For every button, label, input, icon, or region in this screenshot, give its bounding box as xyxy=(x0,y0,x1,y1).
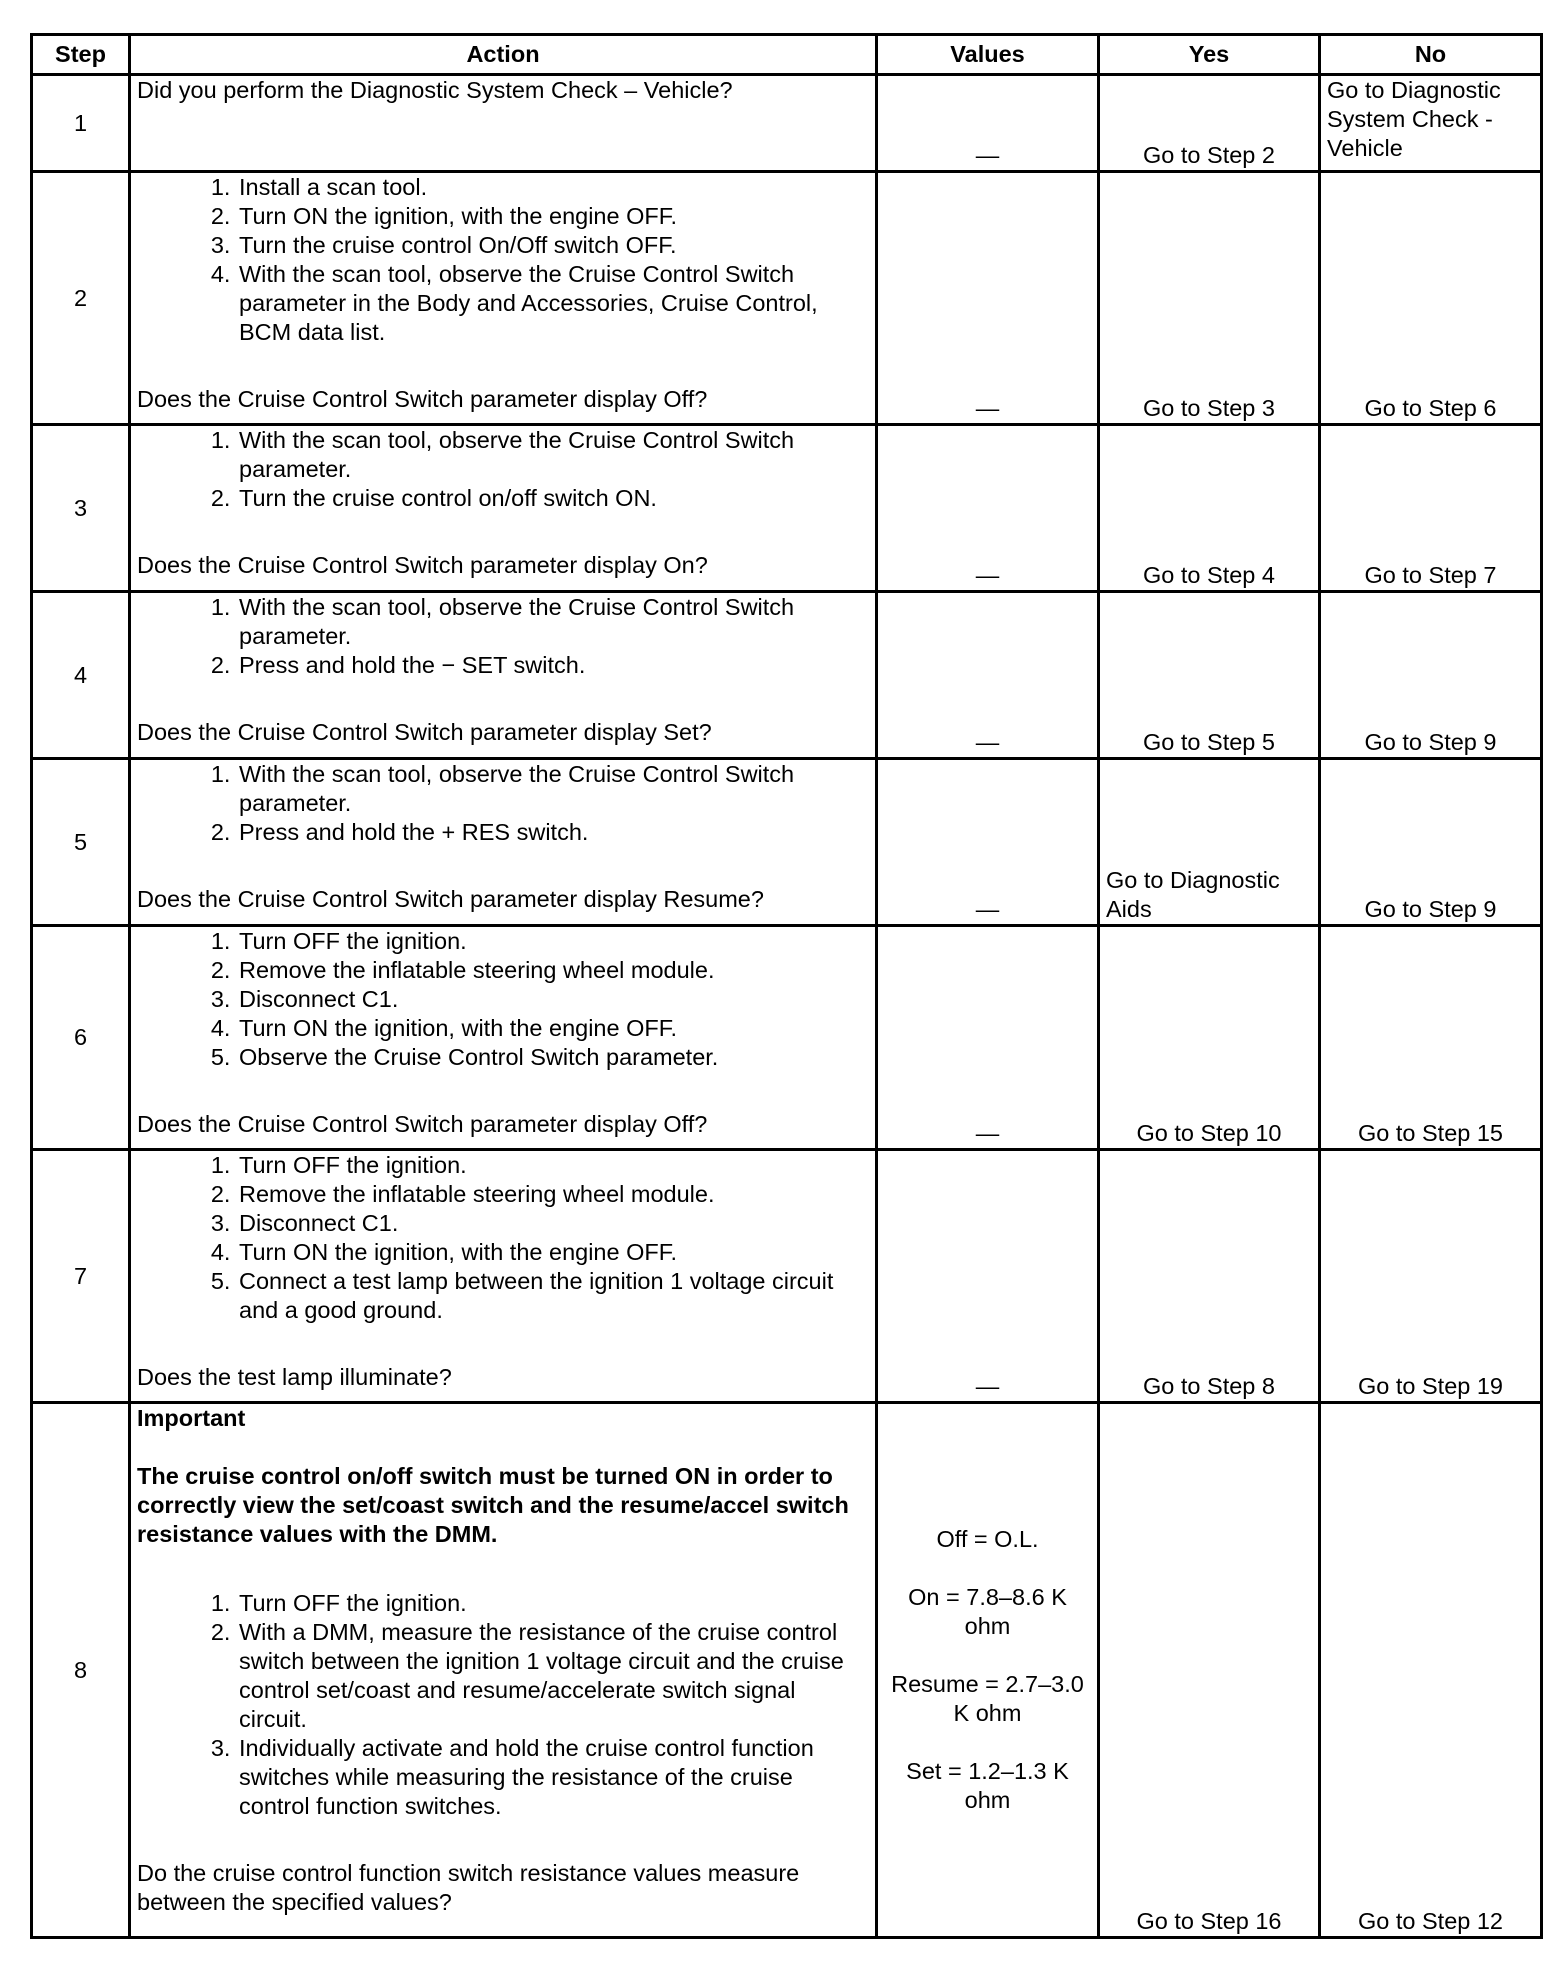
value-spec: Set = 1.2–1.3 K ohm xyxy=(906,1758,1069,1813)
diagnostic-table xyxy=(30,33,1543,1939)
action-cell xyxy=(130,592,877,759)
action-cell xyxy=(130,75,877,172)
action-cell xyxy=(130,759,877,926)
table-row xyxy=(32,926,1542,1150)
no-cell: Go to Diagnostic System Check - Vehicle xyxy=(1320,75,1542,172)
action-steps-list xyxy=(137,1589,869,1821)
step-number: 1 xyxy=(32,75,130,172)
header-action: Action xyxy=(130,35,877,75)
yes-cell: Go to Step 2 xyxy=(1099,75,1320,172)
no-cell: Go to Step 6 xyxy=(1320,172,1542,425)
step-number: 5 xyxy=(32,759,130,926)
action-step-item: 4. Turn ON the ignition, with the engine OFF. xyxy=(237,1238,869,1267)
step-question: Does the Cruise Control Switch parameter display Off? xyxy=(137,386,708,412)
action-step-item: 1. Turn OFF the ignition. xyxy=(237,1151,869,1180)
action-step-item: 1. Install a scan tool. xyxy=(237,173,869,202)
no-cell: Go to Step 12 xyxy=(1320,1403,1542,1938)
action-cell xyxy=(130,1150,877,1403)
values-cell: — xyxy=(877,759,1099,926)
value-spec: Off = O.L. xyxy=(936,1526,1039,1552)
step-question: Does the Cruise Control Switch parameter display Resume? xyxy=(137,886,764,912)
action-step-item: 2. Turn ON the ignition, with the engine OFF. xyxy=(237,202,869,231)
action-steps-list xyxy=(137,927,869,1072)
step-number: 8 xyxy=(32,1403,130,1938)
value-spec: On = 7.8–8.6 K ohm xyxy=(908,1584,1067,1639)
header-step: Step xyxy=(32,35,130,75)
values-cell: — xyxy=(877,926,1099,1150)
header-no: No xyxy=(1320,35,1542,75)
action-steps-list xyxy=(137,1151,869,1325)
yes-cell: Go to Step 16 xyxy=(1099,1403,1320,1938)
values-cell xyxy=(877,1403,1099,1938)
step-question: Does the Cruise Control Switch parameter display On? xyxy=(137,552,708,578)
table-row xyxy=(32,75,1542,172)
yes-cell: Go to Step 10 xyxy=(1099,926,1320,1150)
table-row xyxy=(32,592,1542,759)
action-step-item: 2. With a DMM, measure the resistance of the cruise control switch between the ignition 1 voltage circuit and the cruise control set/coast and resume/accelerate switch signal circuit. xyxy=(237,1618,869,1734)
values-cell: — xyxy=(877,425,1099,592)
no-cell: Go to Step 15 xyxy=(1320,926,1542,1150)
values-cell: — xyxy=(877,1150,1099,1403)
no-cell: Go to Step 9 xyxy=(1320,592,1542,759)
action-cell xyxy=(130,1403,877,1938)
action-steps-list xyxy=(137,760,869,847)
action-steps-list xyxy=(137,173,869,347)
action-step-item: 3. Individually activate and hold the cruise control function switches while measuring the resistance of the cruise control function switches. xyxy=(237,1734,869,1821)
action-step-item: 3. Disconnect C1. xyxy=(237,985,869,1014)
step-number: 7 xyxy=(32,1150,130,1403)
action-step-item: 4. With the scan tool, observe the Cruise Control Switch parameter in the Body and Accessories, Cruise Control, BCM data list. xyxy=(237,260,869,347)
yes-cell: Go to Step 8 xyxy=(1099,1150,1320,1403)
yes-cell: Go to Step 3 xyxy=(1099,172,1320,425)
action-step-item: 3. Disconnect C1. xyxy=(237,1209,869,1238)
step-question: Does the Cruise Control Switch parameter display Set? xyxy=(137,719,712,745)
action-step-item: 5. Observe the Cruise Control Switch parameter. xyxy=(237,1043,869,1072)
step-number: 3 xyxy=(32,425,130,592)
action-step-item: 1. With the scan tool, observe the Cruise Control Switch parameter. xyxy=(237,426,869,484)
yes-cell: Go to Step 4 xyxy=(1099,425,1320,592)
table-row xyxy=(32,1150,1542,1403)
action-step-item: 2. Remove the inflatable steering wheel module. xyxy=(237,1180,869,1209)
yes-cell: Go to Step 5 xyxy=(1099,592,1320,759)
action-step-item: 2. Press and hold the + RES switch. xyxy=(237,818,869,847)
step-question: Did you perform the Diagnostic System Check – Vehicle? xyxy=(137,77,733,103)
step-question: Does the test lamp illuminate? xyxy=(137,1364,452,1390)
table-row xyxy=(32,425,1542,592)
action-cell xyxy=(130,425,877,592)
action-step-item: 2. Press and hold the − SET switch. xyxy=(237,651,869,680)
table-row xyxy=(32,1403,1542,1938)
action-step-item: 1. Turn OFF the ignition. xyxy=(237,927,869,956)
values-cell: — xyxy=(877,172,1099,425)
important-title: Important xyxy=(137,1405,246,1431)
action-steps-list xyxy=(137,593,869,680)
action-step-item: 1. With the scan tool, observe the Cruise Control Switch parameter. xyxy=(237,760,869,818)
action-cell xyxy=(130,172,877,425)
step-number: 6 xyxy=(32,926,130,1150)
no-cell: Go to Step 19 xyxy=(1320,1150,1542,1403)
no-cell: Go to Step 7 xyxy=(1320,425,1542,592)
value-spec: Resume = 2.7–3.0 K ohm xyxy=(891,1671,1084,1726)
header-values: Values xyxy=(877,35,1099,75)
step-question: Do the cruise control function switch resistance values measure between the specified values? xyxy=(137,1860,800,1915)
action-step-item: 5. Connect a test lamp between the ignition 1 voltage circuit and a good ground. xyxy=(237,1267,869,1325)
yes-cell: Go to Diagnostic Aids xyxy=(1099,759,1320,926)
header-row xyxy=(32,35,1542,75)
step-question: Does the Cruise Control Switch parameter display Off? xyxy=(137,1111,708,1137)
table-row xyxy=(32,172,1542,425)
action-step-item: 2. Remove the inflatable steering wheel module. xyxy=(237,956,869,985)
action-step-item: 2. Turn the cruise control on/off switch ON. xyxy=(237,484,869,513)
values-cell: — xyxy=(877,592,1099,759)
values-cell: — xyxy=(877,75,1099,172)
action-steps-list xyxy=(137,426,869,513)
no-cell: Go to Step 9 xyxy=(1320,759,1542,926)
table-row xyxy=(32,759,1542,926)
important-text: The cruise control on/off switch must be turned ON in order to correctly view the set/coast switch and the resume/accel switch resistance values with the DMM. xyxy=(137,1463,849,1547)
action-step-item: 1. With the scan tool, observe the Cruise Control Switch parameter. xyxy=(237,593,869,651)
action-step-item: 3. Turn the cruise control On/Off switch OFF. xyxy=(237,231,869,260)
step-number: 2 xyxy=(32,172,130,425)
action-cell xyxy=(130,926,877,1150)
action-step-item: 4. Turn ON the ignition, with the engine OFF. xyxy=(237,1014,869,1043)
header-yes: Yes xyxy=(1099,35,1320,75)
action-step-item: 1. Turn OFF the ignition. xyxy=(237,1589,869,1618)
step-number: 4 xyxy=(32,592,130,759)
